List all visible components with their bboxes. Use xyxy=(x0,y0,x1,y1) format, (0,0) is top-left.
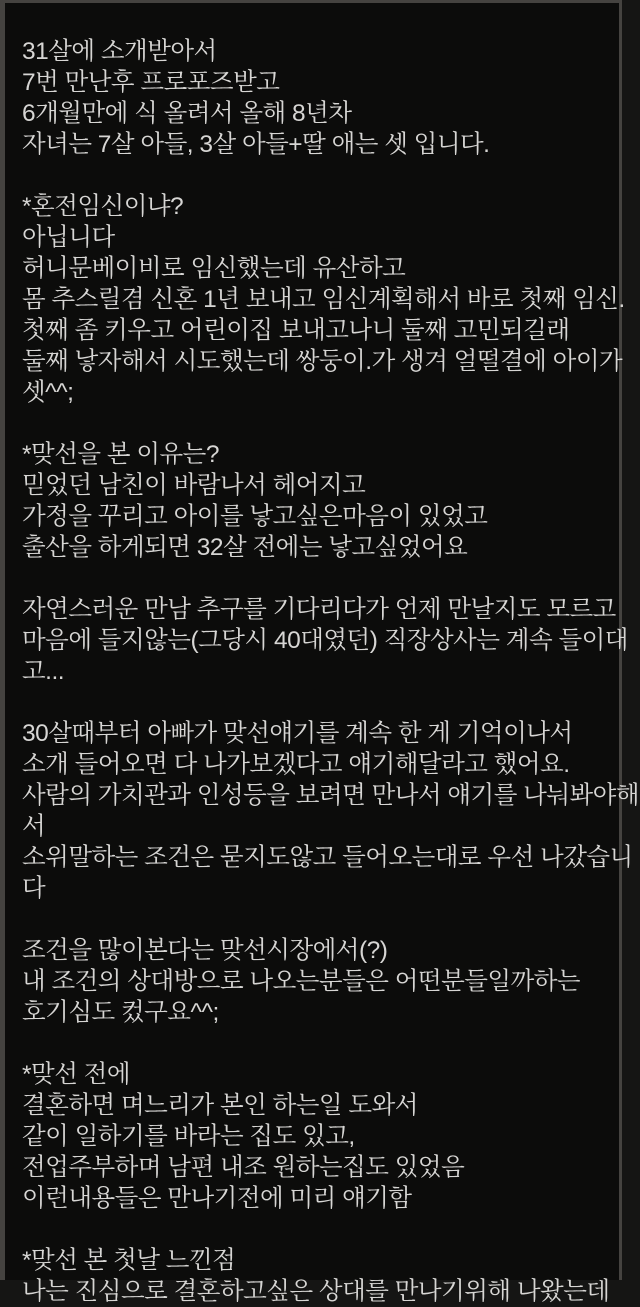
text-line: 내 조건의 상대방으로 나오는분들은 어떤분들일까하는 xyxy=(22,968,581,995)
text-line: 아닙니다 xyxy=(22,224,115,251)
text-line: 둘째 낳자해서 시도했는데 쌍둥이.가 생겨 얼떨결에 아이가 xyxy=(22,348,623,375)
text-line: *맞선을 본 이유는? xyxy=(22,441,219,468)
text-line: 소위말하는 조건은 묻지도않고 들어오는대로 우선 나갔습니 xyxy=(22,844,633,871)
text-line: *맞선 전에 xyxy=(22,1061,131,1088)
text-line: 소개 들어오면 다 나가보겠다고 얘기해달라고 했어요. xyxy=(22,751,570,778)
text-line: 다 xyxy=(22,875,46,902)
text-line: 30살때부터 아빠가 맞선얘기를 계속 한 게 기억이나서 xyxy=(22,720,573,747)
text-line: 사람의 가치관과 인성등을 보려면 만나서 얘기를 나눠봐야해 xyxy=(22,782,640,809)
text-line: 31살에 소개받아서 xyxy=(22,38,217,65)
text-line: 셋^^; xyxy=(22,379,74,406)
text-line: 6개월만에 식 올려서 올해 8년차 xyxy=(22,100,352,127)
text-line: 이런내용들은 만나기전에 미리 얘기함 xyxy=(22,1185,412,1212)
text-line: *맞선 본 첫날 느낀점 xyxy=(22,1247,236,1274)
text-line: 전업주부하며 남편 내조 원하는집도 있었음 xyxy=(22,1154,465,1181)
section-reason-for-matseon xyxy=(22,439,613,563)
text-line: 믿었던 남친이 바람나서 헤어지고 xyxy=(22,472,366,499)
text-line: 결혼하면 며느리가 본인 하는일 도와서 xyxy=(22,1092,418,1119)
text-line: 허니문베이비로 임신했는데 유산하고 xyxy=(22,255,406,282)
section-first-day-impression xyxy=(22,1245,613,1307)
section-intro xyxy=(22,36,613,160)
section-before-matseon xyxy=(22,1059,613,1214)
section-curiosity-about-market xyxy=(22,935,613,1028)
text-line: 마음에 들지않는(그당시 40대였던) 직장상사는 계속 들이대 xyxy=(22,627,628,654)
text-line: 출산을 하게되면 32살 전에는 낳고싶었어요 xyxy=(22,534,468,561)
text-line: 조건을 많이본다는 맞선시장에서(?) xyxy=(22,937,388,964)
text-line: 자녀는 7살 아들, 3살 아들+딸 애는 셋 입니다. xyxy=(22,131,490,158)
text-line: 몸 추스릴겸 신혼 1년 보내고 임신계획해서 바로 첫째 임신. xyxy=(22,286,625,313)
text-line: 같이 일하기를 바라는 집도 있고, xyxy=(22,1123,355,1150)
text-line: 가정을 꾸리고 아이를 낳고싶은마음이 있었고 xyxy=(22,503,488,530)
text-line: 고... xyxy=(22,658,65,685)
text-line: 호기심도 컸구요^^; xyxy=(22,999,219,1026)
post-text xyxy=(5,3,640,1307)
text-line: 7번 만난후 프로포즈받고 xyxy=(22,69,280,96)
section-premarital-pregnancy-qa xyxy=(22,191,625,408)
text-line: *혼전임신이냐? xyxy=(22,193,184,220)
text-line: 서 xyxy=(22,813,46,840)
text-line: 자연스러운 만남 추구를 기다리다가 언제 만날지도 모르고 xyxy=(22,596,616,623)
text-line: 첫째 좀 키우고 어린이집 보내고나니 둘째 고민되길래 xyxy=(22,317,570,344)
text-line: 나는 진심으로 결혼하고싶은 상대를 만나기위해 나왔는데 xyxy=(22,1278,610,1305)
section-natural-meeting xyxy=(22,594,628,687)
section-dad-matseon-memory xyxy=(22,718,640,904)
